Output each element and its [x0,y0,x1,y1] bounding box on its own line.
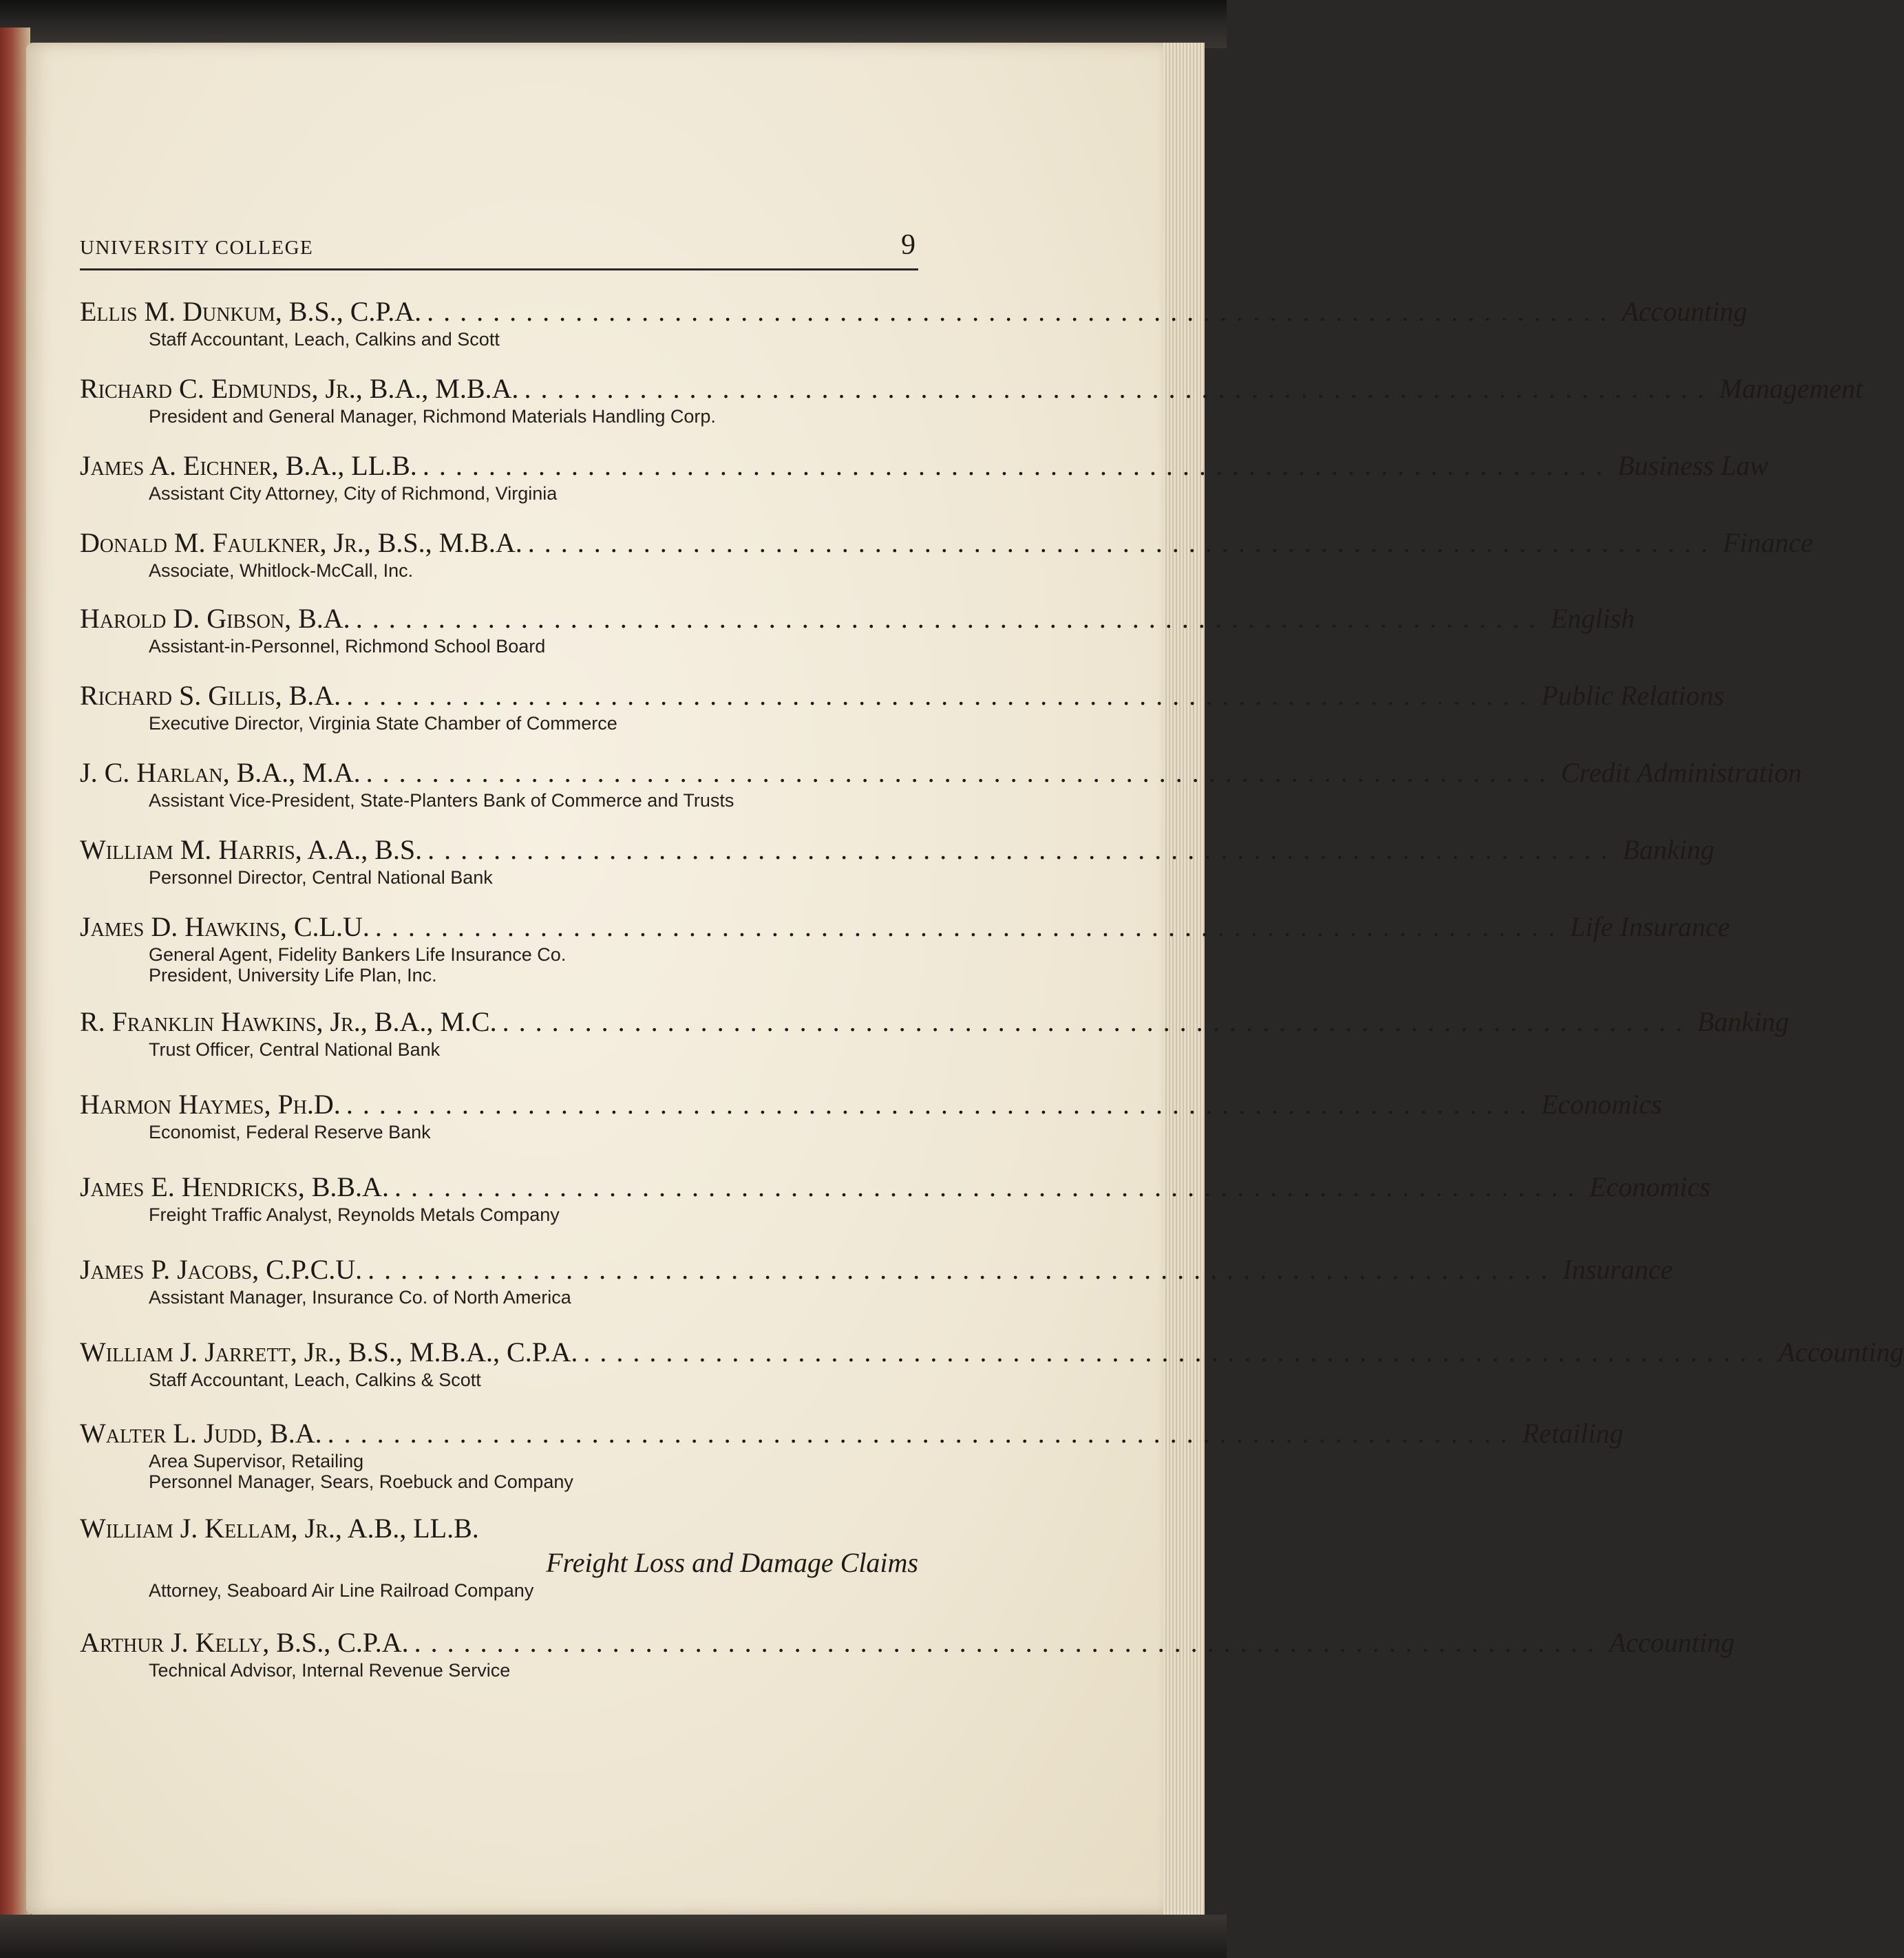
faculty-position: Economist, Federal Reserve Bank [149,1122,431,1142]
running-head-title: UNIVERSITY COLLEGE [80,237,314,259]
faculty-name: Richard S. Gillis, B.A. [80,680,341,711]
faculty-name: Arthur J. Kelly, B.S., C.P.A. [80,1627,409,1658]
dot-leader: ........................................................................ [346,1089,1536,1120]
faculty-name: R. Franklin Hawkins, Jr., B.A., M.C. [80,1006,497,1037]
book-cover-top [0,0,1227,48]
dot-leader: ........................................................................ [327,1418,1517,1449]
faculty-position: General Agent, Fidelity Bankers Life Insurance Co. President, University Life Plan, Inc. [149,944,567,986]
faculty-position: Technical Advisor, Internal Revenue Service [149,1660,511,1681]
faculty-position: President and General Manager, Richmond Materials Handling Corp. [149,406,716,427]
faculty-entry [80,756,1802,811]
faculty-position: Staff Accountant, Leach, Calkins & Scott [149,1370,481,1390]
faculty-position: Executive Director, Virginia State Chamber of Commerce [149,713,617,734]
dot-leader: ........................................................................ [427,296,1617,327]
faculty-position: Attorney, Seaboard Air Line Railroad Company [149,1580,534,1601]
faculty-entry [80,1335,1904,1390]
faculty-department: Accounting [1778,1337,1904,1368]
dot-leader: ........................................................................ [394,1171,1584,1202]
faculty-name: William J. Kellam, Jr., A.B., LL.B. [80,1513,479,1544]
faculty-position: Assistant City Attorney, City of Richmond, Virginia [149,483,558,504]
faculty-position: Staff Accountant, Leach, Calkins and Scott [149,329,500,350]
dot-leader: ........................................................................ [427,834,1618,865]
faculty-name: James D. Hawkins, C.L.U. [80,911,370,942]
faculty-name: William M. Harris, A.A., B.S. [80,834,423,865]
faculty-position: Personnel Director, Central National Bank [149,867,493,888]
dot-leader: ........................................................................ [583,1337,1773,1368]
dot-leader: ........................................................................ [414,1627,1604,1658]
faculty-entry [80,1511,918,1601]
faculty-department: Finance [1722,527,1813,558]
faculty-entry [80,1005,1789,1060]
faculty-name: Richard C. Edmunds, Jr., B.A., M.B.A. [80,373,519,404]
faculty-entry [80,372,1863,427]
faculty-entry [80,1253,1673,1308]
faculty-department: Economics [1541,1089,1662,1120]
faculty-name: Ellis M. Dunkum, B.S., C.P.A. [80,296,422,327]
dot-leader: ........................................................................ [374,911,1565,942]
faculty-department: Business Law [1617,450,1768,481]
faculty-name: James A. Eichner, B.A., LL.B. [80,450,417,481]
faculty-entry [80,295,1748,350]
faculty-position: Associate, Whitlock-McCall, Inc. [149,560,414,581]
book-cover-bottom [0,1915,1227,1958]
faculty-name: Harmon Haymes, Ph.D. [80,1089,341,1120]
faculty-entry [80,1626,1735,1681]
faculty-department: Retailing [1522,1418,1624,1449]
faculty-entry [80,526,1813,581]
dot-leader: ........................................................................ [355,603,1545,634]
faculty-position: Assistant-in-Personnel, Richmond School Board [149,636,546,657]
faculty-entry [80,602,1635,657]
page-number: 9 [901,229,916,261]
faculty-position: Assistant Manager, Insurance Co. of North America [149,1287,571,1308]
faculty-department: Insurance [1563,1254,1673,1285]
faculty-entry [80,1416,1624,1492]
faculty-name: Walter L. Judd, B.A. [80,1418,322,1449]
dot-leader: ........................................................................ [366,757,1556,788]
faculty-department: Credit Administration [1561,757,1802,788]
faculty-name: James E. Hendricks, B.B.A. [80,1171,389,1202]
faculty-department: Banking [1697,1006,1789,1037]
faculty-department: Accounting [1609,1627,1735,1658]
faculty-name: Donald M. Faulkner, Jr., B.S., M.B.A. [80,527,522,558]
faculty-position: Area Supervisor, Retailing Personnel Manager, Sears, Roebuck and Company [149,1451,573,1492]
faculty-entry [80,1087,1662,1142]
faculty-name: J. C. Harlan, B.A., M.A. [80,757,361,788]
faculty-entry [80,833,1715,888]
faculty-position: Assistant Vice-President, State-Planters Bank of Commerce and Trusts [149,790,734,811]
faculty-position: Freight Traffic Analyst, Reynolds Metals Company [149,1204,560,1225]
dot-leader: ........................................................................ [346,680,1536,711]
running-head [80,230,918,270]
faculty-department: English [1550,603,1635,634]
faculty-name: Harold D. Gibson, B.A. [80,603,350,634]
faculty-department: Life Insurance [1569,911,1731,942]
faculty-entry [80,449,1768,504]
faculty-department: Accounting [1622,296,1748,327]
faculty-department: Management [1719,373,1863,404]
faculty-department: Banking [1622,834,1715,865]
dot-leader: ........................................................................ [524,373,1714,404]
dot-leader: ........................................................................ [527,527,1717,558]
faculty-department: Public Relations [1541,680,1724,711]
faculty-position: Trust Officer, Central National Bank [149,1039,441,1060]
faculty-entry [80,910,1731,986]
faculty-department: Economics [1589,1171,1711,1202]
faculty-entry [80,1170,1711,1225]
faculty-name: William J. Jarrett, Jr., B.S., M.B.A., C.P.A. [80,1337,578,1368]
dot-leader: ........................................................................ [422,450,1612,481]
dot-leader: ........................................................................ [502,1006,1692,1037]
faculty-entry [80,679,1724,734]
dot-leader: ........................................................................ [368,1254,1558,1285]
faculty-department: Freight Loss and Damage Claims [546,1547,918,1578]
faculty-name: James P. Jacobs, C.P.C.U. [80,1254,363,1285]
